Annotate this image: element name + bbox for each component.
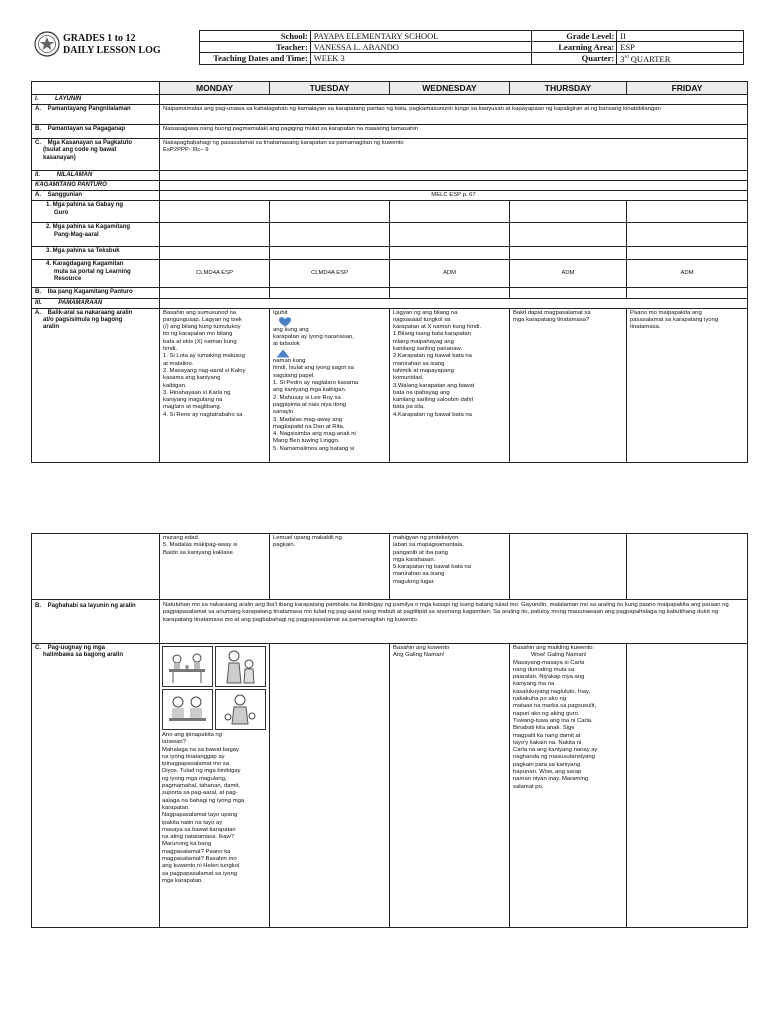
- text-line: pagkain para sa kaniyang: [513, 761, 581, 768]
- text-line: at matalino.: [163, 360, 194, 367]
- text-line: kanilang sariling saloobin dahil: [393, 397, 473, 404]
- text-line: karapatan at X naman kung hindi.: [393, 324, 482, 331]
- title-line-dll: DAILY LESSON LOG: [63, 45, 161, 56]
- balik-aral-friday-lines: [630, 310, 744, 332]
- label-kasanayan-sa-pagkatuto: C. Mga Kasanayan sa Pagkatuto (Isulat ang code ng bawat kasanayan): [32, 139, 160, 171]
- label-sanggunian: A. Sanggunian: [32, 191, 160, 201]
- text-line: panganib at iba pang: [393, 549, 449, 556]
- text-line: 2.Karapatan ng bawat bata na: [393, 353, 472, 360]
- text-line: Ang Galing Naman!: [393, 652, 445, 659]
- label-paghahabi: B. Paghahabi sa layunin ng aralin: [32, 600, 160, 644]
- learning-area-value: ESP: [617, 42, 744, 53]
- paghahabi-text: Natutuhan mo sa nakaraang aralin ang iba't ibang karapatang pambata na ibinibigay ng pamilya o mga kasapi ng isang batang tulad mo. Gayundin, malalaman mo sa araling ito kung paano maipapakita ang paraan ng pagpapasalamat sa anumang karapatang tinatamasa mo tulad ng pag-aaral nang mabuti at pagtitipid sa anumang kagamitan. Sa araling ito, patuloy mong mauunawaan ang pagpapahalaga ng kabutihang dulot ng karapatang tinatamasa mo at ang pagbabahagi ng pagpapasalamat sa pamamagitan ng kuwento.: [160, 600, 748, 644]
- balik-aral-wednesday-lines: [393, 310, 506, 419]
- text-line: 3. Hinahayaan si Karla ng: [163, 389, 231, 396]
- teaching-dates-value: WEEK 3: [310, 53, 532, 65]
- text-line: 5.karapatan ng bawat bata na: [393, 564, 471, 571]
- text-line: kaniyang ina na: [513, 681, 555, 688]
- text-line: hindi.: [163, 346, 178, 353]
- text-line: pagpipinta at nais niya itong: [273, 401, 347, 408]
- text-line: paaralan. Niyakap niya ang: [513, 674, 585, 681]
- kasanayan-sa-pagkatuto-text: Nakapagbabahagi ng pasasalamat sa tinatamasang karapatan sa pamamagitan ng kuwento EsP2PPP- IIIc– 9: [160, 139, 748, 171]
- label-iba-pang-kagamitan: B. Iba pang Kagamitang Panturo: [32, 288, 160, 298]
- text-line: Lemuel upang makabili ng: [273, 535, 342, 541]
- text-line: 1.Bilang isang bata karapatan: [393, 331, 471, 338]
- text-line: nakakuha po ako ng: [513, 696, 567, 703]
- balik-aral-tuesday-lines-b: [273, 365, 386, 453]
- text-line: Tuwang-tuwa ang ina ni Carla.: [513, 717, 593, 724]
- text-line: mataas na marka sa pagsusulit,: [513, 703, 597, 710]
- text-line: Nagpapasalamat tayo upang: [162, 812, 238, 819]
- text-line: masaya sa bawat karapatan: [162, 826, 236, 833]
- balik-aral-tuesday-cont: [270, 534, 390, 600]
- teacher-label: Teacher:: [200, 42, 311, 53]
- pag-uugnay-monday: [160, 644, 270, 928]
- deped-logo: [34, 31, 60, 57]
- text-line: Marunong ka bang: [162, 841, 212, 848]
- text-line: (/) ang bilang kung tumutukoy: [163, 324, 241, 331]
- illustration-child-care: [215, 689, 266, 730]
- text-line: nilang maipahayag ang: [393, 338, 454, 345]
- text-line: ipinagpapasalamat mo sa: [162, 761, 230, 768]
- balik-aral-tuesday-cont-lines: [273, 535, 386, 550]
- pamantayang-pangnilalaman-text: Naipamamalas ang pag-unawa sa kahalagahan ng kamalayan sa karapatang pantao ng bata, pagkamasunurin tungo sa kaayusan at kapayapaan ng kapaligiran at ng bansang kinabibilangan: [160, 105, 748, 125]
- pag-uugnay-wednesday: [390, 644, 510, 928]
- text-line: manirahan sa isang: [393, 571, 445, 578]
- pag-uugnay-thursday: [510, 644, 627, 928]
- balik-aral-monday-cont: [160, 534, 270, 600]
- balik-aral-monday-cont-lines: [163, 535, 266, 557]
- lr-thursday: ADM: [510, 260, 627, 288]
- label-pag-uugnay: C. Pag-uugnay ng mga halimbawa sa bagong aralin: [32, 644, 160, 928]
- text-line: Lagyan ng ang bilang na: [393, 309, 458, 316]
- text-line: pasasalamat sa karapatang iyong: [630, 316, 719, 323]
- day-thursday: THURSDAY: [510, 82, 627, 95]
- text-line: ng iyong mga magulang,: [162, 775, 227, 782]
- text-line: aalaga na bahagi ng iyong mga: [162, 797, 245, 804]
- grade-level-label: Grade Level:: [532, 31, 617, 42]
- text-line: 1. Si Pedro ay naglalaro kasama: [273, 380, 359, 387]
- label-teksbuk: 3. Mga pahina sa Teksbuk: [32, 247, 160, 260]
- grade-level-value: II: [617, 31, 744, 42]
- header-info-table: [199, 30, 744, 65]
- text-line: karapatan.: [162, 804, 190, 811]
- balik-aral-tuesday-lines-a: [273, 334, 386, 341]
- text-line: mga karapatan.: [162, 877, 203, 884]
- school-label: School:: [200, 31, 311, 42]
- text-line: napuri ako ng aking guro.: [513, 710, 580, 717]
- text-line: Carla na ang kaniyang nanay ay: [513, 747, 598, 754]
- text-line: mga karapatang tinatamasa?: [513, 316, 590, 323]
- text-line: kaibigan.: [163, 382, 187, 389]
- text-line: Basahin ang sumusunod na: [163, 309, 237, 316]
- balik-aral-thursday-lines: [513, 310, 623, 325]
- section-kagamitang-panturo: KAGAMITANG PANTURO: [32, 181, 160, 191]
- title-line-grades: GRADES 1 to 12: [63, 33, 136, 44]
- text-line: na ating natatamasa. Ikaw?: [162, 834, 235, 841]
- text-line: ipakita natin na tayo ay: [162, 819, 223, 826]
- text-line: 3.Walang karapatan ang bawat: [393, 382, 475, 389]
- balik-aral-wednesday-cont-lines: [393, 535, 506, 586]
- text-line: nagsasaad tungkol sa: [393, 316, 451, 323]
- text-line: salamat po.: [513, 783, 544, 790]
- text-line: magpasalamat? Basahin mo: [162, 856, 237, 863]
- text-line: bata at ekis (X) naman kung: [163, 338, 237, 345]
- text-line: Mang Ben tuwing Linggo.: [273, 438, 340, 445]
- school-value: PAYAPA ELEMENTARY SCHOOL: [310, 31, 532, 42]
- pamantayan-sa-pagaganap-text: Naisasagawa nang buong pagmamalaki ang pagiging mulat sa karapatan na maaaring tamasahin: [160, 125, 748, 139]
- text-line: Baldo sa kaniyang kaklase.: [163, 549, 235, 556]
- text-line: magpalit ka nang damit at: [513, 732, 581, 739]
- text-line: suporta sa pag-aaral, at pag-: [162, 790, 238, 797]
- text-line: tahimik at mapayapang: [393, 367, 454, 374]
- text-line: 2. Mahusay si Lee Roy sa: [273, 394, 341, 401]
- text-line: Mahalaga na sa bawat bagay: [162, 746, 239, 753]
- balik-aral-monday-lines: [163, 310, 266, 419]
- label-balik-aral: A. Balik-aral sa nakaraang aralin at/o pagsisimula ng bagong aralin: [32, 308, 160, 462]
- text-line: bata pa sila.: [393, 404, 425, 411]
- sanggunian-text: MELC ESP p. 67: [160, 191, 748, 201]
- text-line: 4. Nagsisimba ang mag-anak ni: [273, 431, 356, 438]
- text-line: hapunan. Wow, ang sarap: [513, 769, 582, 776]
- text-line: magkapatid na Dan at Rita.: [273, 423, 345, 430]
- text-line: sagutang papel.: [273, 372, 315, 379]
- text-line: Basahin ang maikling kuwento:: [513, 645, 595, 651]
- text-line: Binabati kita anak. Sige: [513, 725, 575, 732]
- pag-uugnay-wednesday-lines: [393, 645, 506, 660]
- text-line: kanilang sariling pananaw.: [393, 346, 463, 353]
- text-line: sa pagpapasalamat sa iyong: [162, 870, 237, 877]
- quarter-label: Quarter:: [532, 53, 617, 65]
- text-line: mabigyan ng proteksiyon: [393, 535, 459, 541]
- lr-friday: ADM: [627, 260, 748, 288]
- text-line: larawan?: [162, 739, 186, 746]
- label-pamantayang-pangnilalaman: A. Pamantayang Pangnilalaman: [32, 105, 160, 125]
- text-line: pangungusap. Lagyan ng tsek: [163, 316, 242, 323]
- label-kagamitang-pang-mag-aaral: 2. Mga pahina sa Kagamitang Pang-Mag-aaral: [32, 223, 160, 247]
- illustration-family-eating: [162, 646, 213, 687]
- lr-wednesday: ADM: [390, 260, 510, 288]
- label-gabay-ng-guro: 1. Mga pahina sa Gabay ng Guro: [32, 201, 160, 223]
- lr-monday: CLMD4A ESP: [160, 260, 270, 288]
- text-line: laban sa mapagsamantala,: [393, 542, 464, 549]
- text-line: pagmamahal, tahanan, damit,: [162, 783, 240, 790]
- text-line: na iyong tinatanggap ay: [162, 753, 225, 760]
- day-tuesday: TUESDAY: [270, 82, 390, 95]
- lesson-log-table: [31, 81, 748, 463]
- text-line: pagkain.: [273, 542, 296, 549]
- text-line: Paano mo maipapakita ang: [630, 309, 702, 316]
- day-friday: FRIDAY: [627, 82, 748, 95]
- text-line: Ano ang ipinapakita ng: [162, 732, 222, 738]
- balik-aral-wednesday: [390, 308, 510, 462]
- text-line: 4. Si Rene ay nagtatrabaho sa: [163, 411, 243, 418]
- text-line: bata na ipahayag ang: [393, 389, 450, 396]
- text-line: sanayin.: [273, 409, 295, 416]
- text-line: kasalukuyang nagluluto. Inay,: [513, 688, 591, 695]
- pag-uugnay-thursday-lines: [513, 645, 623, 791]
- lr-tuesday: CLMD4A ESP: [270, 260, 390, 288]
- section-nilalaman: II. NILALAMAN: [32, 171, 160, 181]
- teaching-dates-label: Teaching Dates and Time:: [200, 53, 311, 65]
- label-karagdagang-kagamitan: 4. Karagdagang Kagamitan mula sa portal ng Learning Resource: [32, 260, 160, 288]
- document-title: [63, 33, 161, 57]
- text-line: tayo'y kakain na. Nakita ni: [513, 739, 582, 746]
- lesson-log-table-continued: [31, 533, 748, 928]
- learning-area-label: Learning Area:: [532, 42, 617, 53]
- corner-cell: [32, 82, 160, 95]
- balik-aral-monday: [160, 308, 270, 462]
- balik-aral-friday: [627, 308, 748, 462]
- quarter-value: 3rd QUARTER: [617, 53, 744, 65]
- text-line: karapatan ay iyong naranasan,: [273, 334, 354, 341]
- text-line: mga karahasan.: [393, 556, 436, 563]
- label-pamantayan-sa-pagaganap: B. Pamantayan sa Pagaganap: [32, 125, 160, 139]
- balik-aral-tuesday: Iguhit ang kung ang karapatan ay iyong naranasan, at tatsulok naman kung hindi. Isulat ang iyong sagot sa sagutang papel. 1. Si Pedro ay naglalaro kasama ang kaniyang mga kaibigan. 2. Mahusay si Lee Roy sa pagpipinta at nais niya itong sanayin. 3. Madalas mag-away ang magkapatid na Dan at Rita. 4. Nagsisimba ang mag-anak ni Mang Ben tuwing Linggo. 5. Namamalimos ang batang si: [270, 308, 390, 462]
- text-line: ang kaniyang mga kaibigan.: [273, 387, 347, 394]
- text-line: magulong lugar.: [393, 578, 435, 585]
- text-line: Wow! Galing Naman!: [513, 652, 587, 659]
- illustration-children-studying: [162, 689, 213, 730]
- text-line: 5. Namamalimos ang batang si: [273, 445, 355, 452]
- illustration-parent-child: [215, 646, 266, 687]
- illustration-grid: [162, 646, 266, 730]
- text-line: kasama ang kaniyang: [163, 375, 221, 382]
- section-layunin: I. LAYUNIN: [32, 95, 160, 105]
- text-line: maglaro at maglibang.: [163, 404, 222, 411]
- day-monday: MONDAY: [160, 82, 270, 95]
- text-line: naghanda ng masusutansiyang: [513, 754, 595, 761]
- text-line: Basahin ang kuwento: [393, 645, 450, 651]
- text-line: 2. Masayang nag-aaral si Kaloy: [163, 367, 246, 374]
- balik-aral-thursday: [510, 308, 627, 462]
- text-line: 5. Madalas makipag-away si: [163, 542, 238, 549]
- balik-aral-wednesday-cont: [390, 534, 510, 600]
- pag-uugnay-monday-lines: [162, 732, 267, 885]
- text-line: manirahan sa isang: [393, 360, 445, 367]
- text-line: tinatamasa.: [630, 324, 661, 331]
- text-line: magpasalamat? Paano ka: [162, 848, 231, 855]
- heart-icon: [278, 317, 292, 327]
- text-line: ito ng karapatan mo bilang: [163, 331, 233, 338]
- text-line: ang kuwento ni Helen tungkol: [162, 863, 240, 870]
- text-line: naman niyan inay. Maraming: [513, 776, 589, 783]
- text-line: 1. Si Lota ay lumaking malusog: [163, 353, 245, 360]
- day-wednesday: WEDNESDAY: [390, 82, 510, 95]
- text-line: hindi. Isulat ang iyong sagot sa: [273, 365, 354, 372]
- text-line: Bakit dapat magpasalamat sa: [513, 309, 591, 316]
- text-line: 3. Madalas mag-away ang: [273, 416, 343, 423]
- triangle-icon: [276, 349, 290, 358]
- teacher-value: VANESSA L. ABANDO: [310, 42, 532, 53]
- text-line: kaniyang magulang na: [163, 397, 223, 404]
- section-pamamaraan: III. PAMAMARAAN: [32, 298, 160, 308]
- text-line: komunidad.: [393, 375, 424, 382]
- text-line: nang dumating mula sa: [513, 666, 575, 673]
- text-line: Masayang-masaya si Carla: [513, 659, 585, 666]
- text-line: Diyos. Tulad ng mga binibigay: [162, 768, 241, 775]
- text-line: 4.Karapatan ng bawat bata na: [393, 411, 472, 418]
- text-line: murang edad.: [163, 535, 200, 541]
